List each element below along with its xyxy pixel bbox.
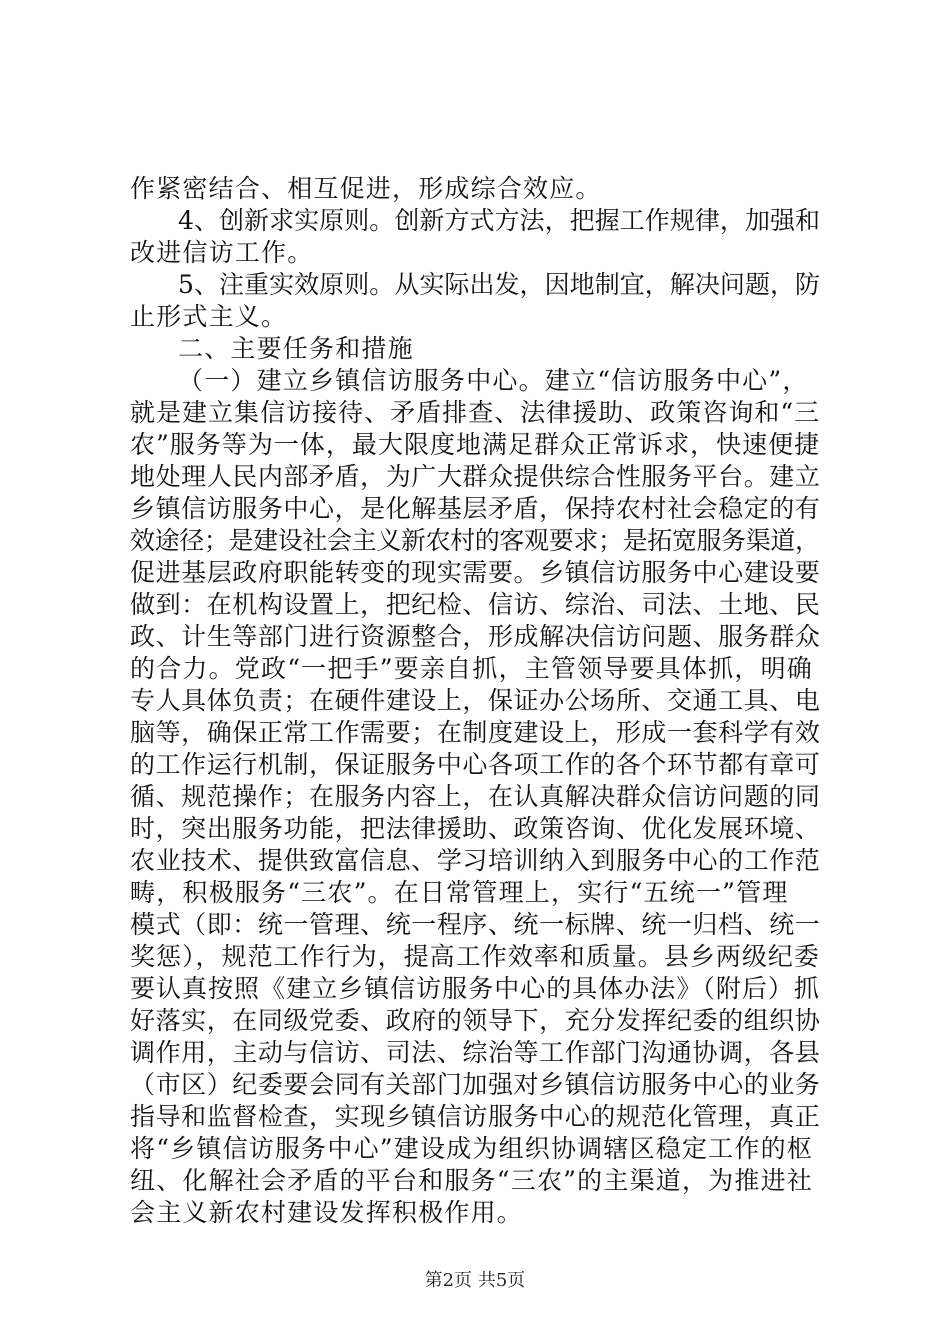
text-line: 循、规范操作；在服务内容上，在认真解决群众信访问题的同 (130, 782, 821, 811)
text-line: 将“乡镇信访服务中心”建设成为组织协调辖区稳定工作的枢 (130, 1134, 813, 1163)
text-line: 乡镇信访服务中心，是化解基层矛盾，保持农村社会稳定的有 (130, 494, 821, 523)
text-line: 改进信访工作。 (130, 238, 314, 267)
text-line: 专人具体负责；在硬件建设上，保证办公场所、交通工具、电 (130, 686, 821, 715)
text-line: 止形式主义。 (130, 302, 288, 331)
page-number-footer: 第2页 共5页 (424, 1270, 526, 1291)
text-line: 调作用，主动与信访、司法、综治等工作部门沟通协调，各县 (130, 1038, 821, 1067)
section-heading: 二、主要任务和措施 (178, 334, 414, 363)
text-line: 时，突出服务功能，把法律援助、政策咨询、优化发展环境、 (130, 814, 821, 843)
text-line: （市区）纪委要会同有关部门加强对乡镇信访服务中心的业务 (130, 1070, 821, 1099)
text-line: 效途径；是建设社会主义新农村的客观要求；是拓宽服务渠道， (130, 526, 820, 555)
text-line: 4、创新求实原则。创新方式方法，把握工作规律，加强和 (178, 206, 821, 235)
text-line: 要认真按照《建立乡镇信访服务中心的具体办法》（附后）抓 (130, 974, 820, 1003)
text-line: 脑等，确保正常工作需要；在制度建设上，形成一套科学有效 (130, 718, 821, 747)
text-line: 纽、化解社会矛盾的平台和服务“三农”的主渠道，为推进社 (130, 1166, 813, 1195)
text-line: 农业技术、提供致富信息、学习培训纳入到服务中心的工作范 (130, 846, 821, 875)
text-line: 促进基层政府职能转变的现实需要。乡镇信访服务中心建设要 (130, 558, 821, 587)
text-line: 会主义新农村建设发挥积极作用。 (130, 1198, 524, 1227)
text-line: 地处理人民内部矛盾，为广大群众提供综合性服务平台。建立 (130, 462, 821, 491)
text-line: 指导和监督检查，实现乡镇信访服务中心的规范化管理，真正 (130, 1102, 821, 1131)
text-line: 模式（即：统一管理、统一程序、统一标牌、统一归档、统一 (130, 910, 821, 939)
text-line: 5、注重实效原则。从实际出发，因地制宜，解决问题，防 (178, 270, 821, 299)
text-line: 就是建立集信访接待、矛盾排查、法律援助、政策咨询和“三 (130, 398, 821, 427)
text-line: 的工作运行机制，保证服务中心各项工作的各个环节都有章可 (130, 750, 821, 779)
text-line: 畴，积极服务“三农”。在日常管理上，实行“五统一”管理 (130, 878, 789, 907)
text-line: （一）建立乡镇信访服务中心。建立“信访服务中心”， (178, 366, 809, 395)
text-line: 农”服务等为一体，最大限度地满足群众正常诉求，快速便捷 (130, 430, 821, 459)
text-line: 好落实，在同级党委、政府的领导下，充分发挥纪委的组织协 (130, 1006, 821, 1035)
text-line: 做到：在机构设置上，把纪检、信访、综治、司法、土地、民 (130, 590, 821, 619)
text-line: 作紧密结合、相互促进，形成综合效应。 (130, 174, 602, 203)
text-line: 的合力。党政“一把手”要亲自抓，主管领导要具体抓，明确 (130, 654, 813, 683)
text-line: 奖惩），规范工作行为，提高工作效率和质量。县乡两级纪委 (130, 942, 820, 971)
text-line: 政、计生等部门进行资源整合，形成解决信访问题、服务群众 (130, 622, 821, 651)
